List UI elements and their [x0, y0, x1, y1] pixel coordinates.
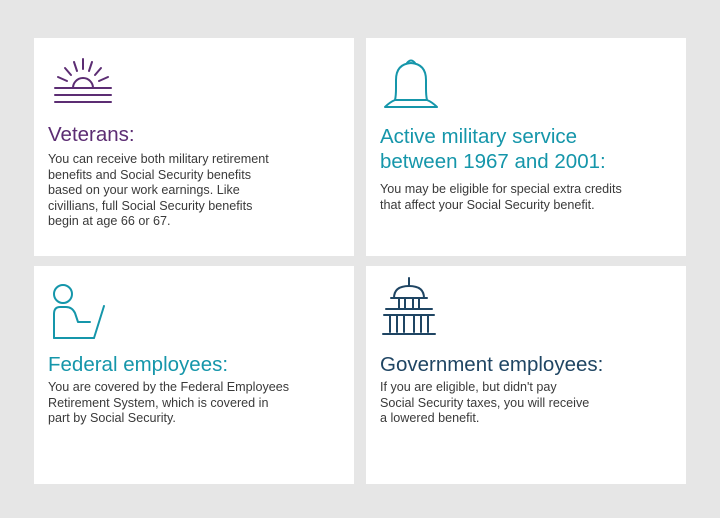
government-employees-card	[366, 266, 686, 484]
federal-employees-text: You are covered by the Federal Employees Retirement System, which is covered in part by Social Security.	[48, 380, 290, 426]
benefits-grid	[34, 38, 686, 484]
federal-employees-title: Federal employees:	[48, 353, 229, 376]
federal-employees-card	[34, 266, 354, 484]
active-military-card	[366, 38, 686, 256]
person-at-laptop-icon	[48, 280, 112, 340]
government-employees-text: If you are eligible, but didn't pay Social Security taxes, you will receive a lowered benefit.	[380, 380, 590, 426]
veterans-card	[34, 38, 354, 256]
bell-icon	[380, 54, 442, 114]
government-employees-title: Government employees:	[380, 353, 604, 376]
active-military-title: Active military service between 1967 and 2001:	[380, 125, 606, 173]
sunrise-icon	[52, 56, 114, 110]
veterans-title: Veterans:	[48, 123, 135, 146]
active-military-text: You may be eligible for special extra credits that affect your Social Security benefit.	[380, 182, 622, 212]
capitol-building-icon	[380, 276, 438, 342]
veterans-text: You can receive both military retirement benefits and Social Security benefits based on your work earnings. Like civillians, full Social Security benefits begin at age 66 or 67.	[48, 152, 269, 229]
